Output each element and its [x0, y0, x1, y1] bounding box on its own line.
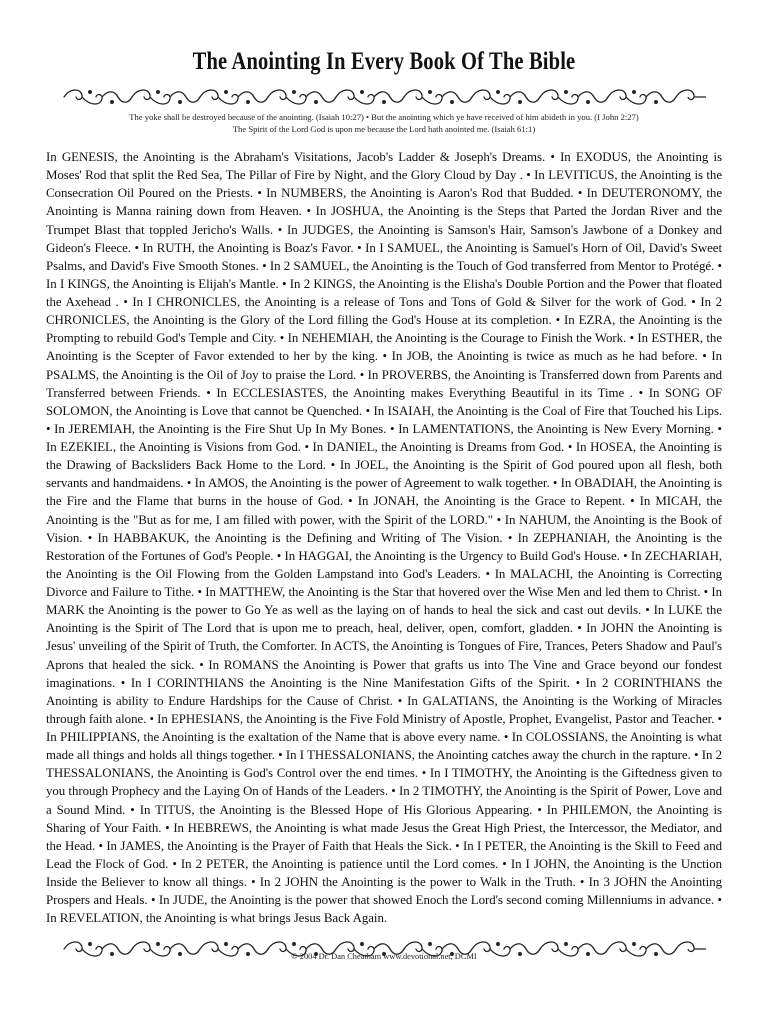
- epigraph-line-1: The yoke shall be destroyed because of the anointing. (Isaiah 10:27) • But the anointing which ye have received of him abideth in you. (I John 2:27): [129, 112, 639, 122]
- copyright-footer: © 2004 Dr. Dan Cheatham www.devotional.net, DCMI: [291, 952, 477, 961]
- epigraph-line-2: The Spirit of the Lord God is upon me because the Lord hath anointed me. (Isaiah 61:1): [232, 124, 536, 134]
- body-paragraph: In GENESIS, the Anointing is the Abraham's Visitations, Jacob's Ladder & Joseph's Dreams. • In EXODUS, the Anointing is Moses' Rod that split the Red Sea, The Pillar of Fire by Night, and the Glory Cloud by Day . • In LEVITICUS, the Anointing is the Consecration Oil Poured on the Priests. • In NUMBERS, the Anointing is Aaron's Rod that Budded. • In DEUTERONOMY, the Anointing is Manna raining down from Heaven. • In JOSHUA, the Anointing is the Steps that Parted the Jordan River and the Trumpet Blast that toppled Jericho's Walls. • In JUDGES, the Anointing is Samson's Hair, Samson's Jawbone of a Donkey and Gideon's Fleece. • In RUTH, the Anointing is Boaz's Favor. • In I SAMUEL, the Anointing is Samuel's Horn of Oil, David's Sweet Psalms, and David's Five Smooth Stones. • In 2 SAMUEL, the Anointing is the Touch of God transferred from Mentor to Protégé. • In I KINGS, the Anointing is Elijah's Mantle. • In 2 KINGS, the Anointing is the Elisha's Double Portion and the Power that floated the Axehead . • In I CHRONICLES, the Anointing is a release of Tons and Tons of Gold & Silver for the work of God. • In 2 CHRONICLES, the Anointing is the Glory of the Lord filling the God's House at its completion. • In EZRA, the Anointing is the Prompting to rebuild God's Temple and City. • In NEHEMIAH, the Anointing is the Courage to Finish the Work. • In ESTHER, the Anointing is the Scepter of Favor extended to her by the king. • In JOB, the Anointing is twice as much as he had before. • In PSALMS, the Anointing is the Oil of Joy to praise the Lord. • In PROVERBS, the Anointing is Transferred down from Parents and Transferred between Friends. • In ECCLESIASTES, the Anointing makes Everything Beautiful in its Time . • In SONG OF SOLOMON, the Anointing is Love that cannot be Quenched. • In ISAIAH, the Anointing is the Coal of Fire that Touched his Lips. • In JEREMIAH, the Anointing is the Fire Shut Up In My Bones. • In LAMENTATIONS, the Anointing is New Every Morning. • In EZEKIEL, the Anointing is Visions from God. • In DANIEL, the Anointing is Dreams from God. • In HOSEA, the Anointing is the Drawing of Backsliders Back Home to the Lord. • In JOEL, the Anointing is the Spirit of God poured upon all flesh, both servants and handmaidens. • In AMOS, the Anointing is the power of Agreement to walk together. • In OBADIAH, the Anointing is the Fire and the Flame that burns in the house of God. • In JONAH, the Anointing is the Grace to Repent. • In MICAH, the Anointing is the "But as for me, I am filled with power, with the Spirit of the LORD." • In NAHUM, the Anointing is the Book of Vision. • In HABBAKUK, the Anointing is the Defining and Writing of The Vision. • In ZEPHANIAH, the Anointing is the Restoration of the Fortunes of God's People. • In HAGGAI, the Anointing is the Urgency to Build God's House. • In ZECHARIAH, the Anointing is the Oil Flowing from the Golden Lampstand into God's Leaders. • In MALACHI, the Anointing is Correcting Divorce and Failure to Tithe. • In MATTHEW, the Anointing is the Star that hovered over the Wise Men and led them to Christ. • In MARK the Anointing is the power to Go Ye as well as the laying on of hands to heal the sick and cast out devils. • In LUKE the Anointing is the Spirit of The Lord that is upon me to preach, heal, deliver, open, comfort, gladden. • In JOHN the Anointing is Jesus' unveiling of the Spirit of Truth, the Comforter. In ACTS, the Anointing is Tongues of Fire, Trances, Peters Shadow and Paul's Aprons that healed the sick. • In ROMANS the Anointing is Power that grafts us into The Vine and Grace beyond our fondest imaginations. • In I CORINTHIANS the Anointing is the Nine Manifestation Gifts of the Spirit. • In 2 CORINTHIANS the Anointing is ability to Endure Hardships for the Cause of Christ. • In GALATIANS, the Anointing is the Working of Miracles through faith alone. • In EPHESIANS, the Anointing is the Five Fold Ministry of Apostle, Prophet, Evangelist, Pastor and Teacher. • In PHILIPPIANS, the Anointing is the exaltation of the Name that is above every name. • In COLOSSIANS, the Anointing is what made all things and holds all things together. • In I THESSALONIANS, the Anointing catches away the church in the rapture. • In 2 THESSALONIANS, the Anointing is God's Control over the end times. • In I TIMOTHY, the Anointing is the Giftedness given to you through Prophecy and the Laying On of Hands of the Leaders. • In 2 TIMOTHY, the Anointing is the Spirit of Power, Love and a Sound Mind. • In TITUS, the Anointing is the Blessed Hope of His Glorious Appearing. • In PHILEMON, the Anointing is Sharing of Your Faith. • In HEBREWS, the Anointing is what made Jesus the Great High Priest, the Intercessor, the Mediator, and the Head. • In JAMES, the Anointing is the Prayer of Faith that Heals the Sick. • In I PETER, the Anointing is the Skill to Feed and Lead the Flock of God. • In 2 PETER, the Anointing is patience until the Lord comes. • In I JOHN, the Anointing is the Unction Inside the Believer to know all things. • In 2 JOHN the Anointing is the power to Walk in the Truth. • In 3 JOHN the Anointing Prospers and Heals. • In JUDE, the Anointing is the power that showed Enoch the Lord's second coming Millenniums in advance. • In REVELATION, the Anointing is what brings Jesus Back Again.: [46, 150, 722, 926]
- flourish-divider-top-icon: [62, 86, 708, 108]
- page-title: The Anointing In Every Book Of The Bible: [192, 48, 576, 75]
